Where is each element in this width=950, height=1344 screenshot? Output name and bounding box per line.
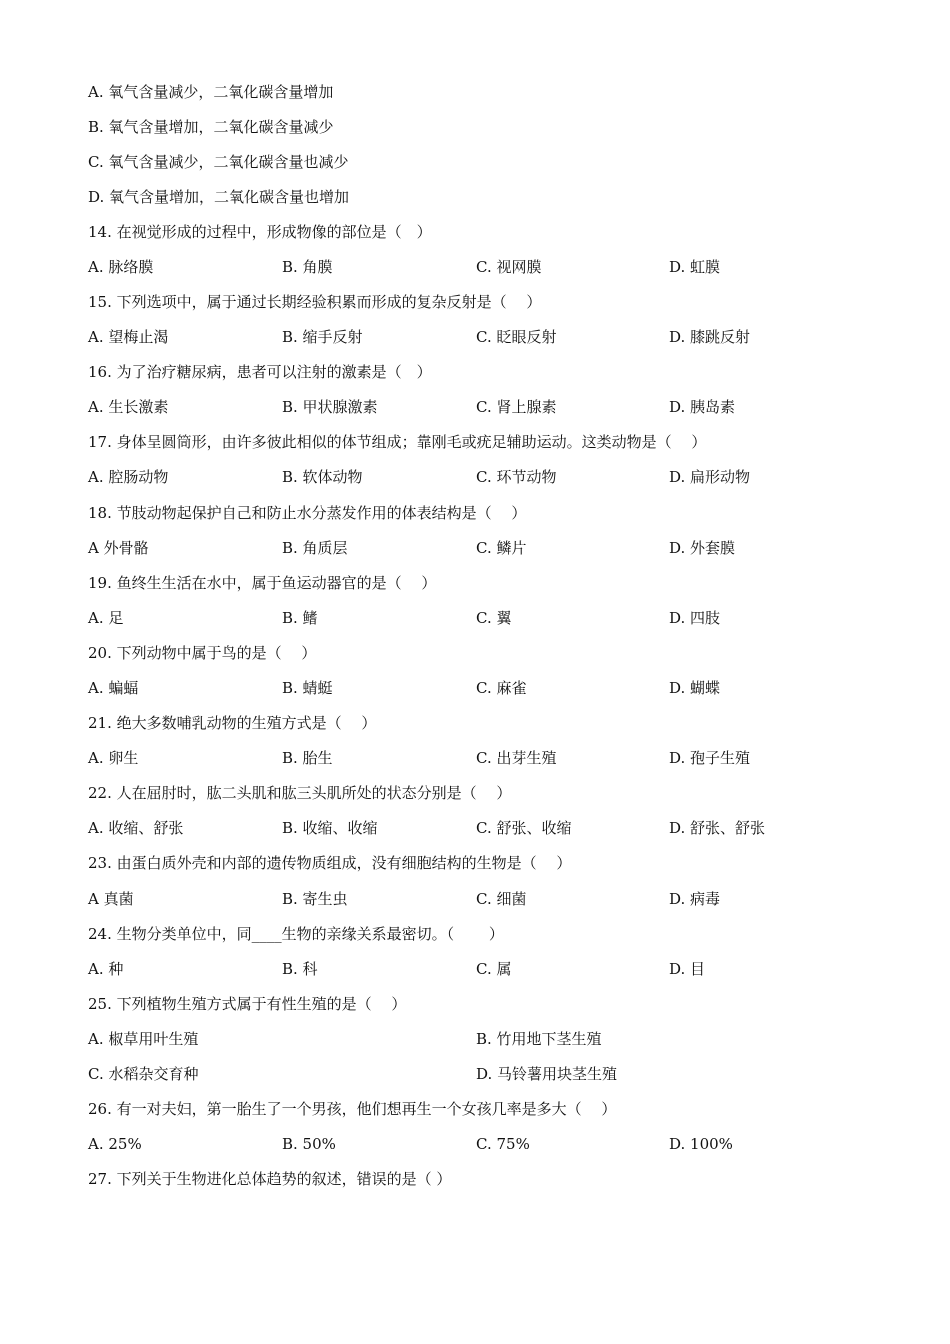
q17-option-b: B. 软体动物 — [282, 468, 363, 486]
question-stem — [0, 992, 950, 1016]
q15-option-b: B. 缩手反射 — [282, 328, 363, 346]
option-row — [0, 325, 950, 349]
q14-option-c: C. 视网膜 — [476, 258, 542, 276]
q16-option-b: B. 甲状腺激素 — [282, 398, 378, 416]
q22-option-a: A. 收缩、舒张 — [88, 819, 184, 837]
option-row — [0, 957, 950, 981]
q16-stem: 16. 为了治疗糖尿病，患者可以注射的激素是（ ） — [88, 363, 432, 381]
q20-option-b: B. 蜻蜓 — [282, 679, 333, 697]
q19-option-b: B. 鳍 — [282, 609, 318, 627]
option-row — [0, 1062, 950, 1086]
q19-stem: 19. 鱼终生生活在水中，属于鱼运动器官的是（ ） — [88, 574, 437, 592]
q22-stem: 22. 人在屈肘时，肱二头肌和肱三头肌所处的状态分别是（ ） — [88, 784, 512, 802]
question-stem — [0, 290, 950, 314]
q23-option-a: A 真菌 — [88, 890, 134, 908]
question-stem — [0, 711, 950, 735]
q19-option-a: A. 足 — [88, 609, 124, 627]
q26-option-b: B. 50% — [282, 1135, 336, 1153]
option-row — [0, 1132, 950, 1156]
q25-stem: 25. 下列植物生殖方式属于有性生殖的是（ ） — [88, 995, 407, 1013]
q14-stem: 14. 在视觉形成的过程中，形成物像的部位是（ ） — [88, 223, 432, 241]
q16-option-a: A. 生长激素 — [88, 398, 169, 416]
q22-option-b: B. 收缩、收缩 — [282, 819, 378, 837]
q24-option-b: B. 科 — [282, 960, 318, 978]
q25-option-d: D. 马铃薯用块茎生殖 — [476, 1065, 618, 1083]
q20-stem: 20. 下列动物中属于鸟的是（ ） — [88, 644, 317, 662]
q23-option-c: C. 细菌 — [476, 890, 527, 908]
q26-option-a: A. 25% — [88, 1135, 142, 1153]
q18-stem: 18. 节肢动物起保护自己和防止水分蒸发作用的体表结构是（ ） — [88, 504, 527, 522]
q13-option-d: D. 氧气含量增加，二氧化碳含量也增加 — [88, 188, 350, 206]
q18-option-b: B. 角质层 — [282, 539, 348, 557]
q23-option-d: D. 病毒 — [669, 890, 721, 908]
q17-option-a: A. 腔肠动物 — [88, 468, 169, 486]
q13-option-b-line — [0, 115, 950, 139]
question-stem — [0, 571, 950, 595]
question-stem — [0, 360, 950, 384]
question-stem — [0, 1167, 950, 1191]
q17-option-d: D. 扁形动物 — [669, 468, 751, 486]
q13-option-c: C. 氧气含量减少，二氧化碳含量也减少 — [88, 153, 349, 171]
q26-stem: 26. 有一对夫妇，第一胎生了一个男孩，他们想再生一个女孩几率是多大（ ） — [88, 1100, 617, 1118]
q22-option-c: C. 舒张、收缩 — [476, 819, 572, 837]
q14-option-b: B. 角膜 — [282, 258, 333, 276]
q22-option-d: D. 舒张、舒张 — [669, 819, 766, 837]
option-row — [0, 255, 950, 279]
question-stem — [0, 781, 950, 805]
option-row — [0, 887, 950, 911]
q18-option-c: C. 鳞片 — [476, 539, 527, 557]
q13-option-b: B. 氧气含量增加，二氧化碳含量减少 — [88, 118, 334, 136]
q15-stem: 15. 下列选项中，属于通过长期经验积累而形成的复杂反射是（ ） — [88, 293, 542, 311]
q20-option-c: C. 麻雀 — [476, 679, 527, 697]
q26-option-c: C. 75% — [476, 1135, 530, 1153]
q26-option-d: D. 100% — [669, 1135, 733, 1153]
q17-option-c: C. 环节动物 — [476, 468, 557, 486]
option-row — [0, 465, 950, 489]
question-stem — [0, 501, 950, 525]
q18-option-a: A 外骨骼 — [88, 539, 149, 557]
q21-option-c: C. 出芽生殖 — [476, 749, 557, 767]
q21-stem: 21. 绝大多数哺乳动物的生殖方式是（ ） — [88, 714, 377, 732]
q25-option-a: A. 椒草用叶生殖 — [88, 1030, 199, 1048]
option-row — [0, 746, 950, 770]
q15-option-a: A. 望梅止渴 — [88, 328, 169, 346]
q21-option-d: D. 孢子生殖 — [669, 749, 751, 767]
question-stem — [0, 851, 950, 875]
q23-stem: 23. 由蛋白质外壳和内部的遗传物质组成，没有细胞结构的生物是（ ） — [88, 854, 572, 872]
q21-option-b: B. 胎生 — [282, 749, 333, 767]
q24-option-d: D. 目 — [669, 960, 706, 978]
q20-option-a: A. 蝙蝠 — [88, 679, 139, 697]
question-stem — [0, 430, 950, 454]
q13-option-d-line — [0, 185, 950, 209]
option-row — [0, 1027, 950, 1051]
q13-option-a: A. 氧气含量减少，二氧化碳含量增加 — [88, 83, 334, 101]
question-stem — [0, 641, 950, 665]
q24-option-c: C. 属 — [476, 960, 512, 978]
option-row — [0, 606, 950, 630]
q20-option-d: D. 蝴蝶 — [669, 679, 721, 697]
q27-stem: 27. 下列关于生物进化总体趋势的叙述，错误的是（ ） — [88, 1170, 452, 1188]
q13-option-a-line — [0, 80, 950, 104]
option-row — [0, 395, 950, 419]
q21-option-a: A. 卵生 — [88, 749, 139, 767]
option-row — [0, 536, 950, 560]
q13-option-c-line — [0, 150, 950, 174]
q15-option-c: C. 眨眼反射 — [476, 328, 557, 346]
q14-option-a: A. 脉络膜 — [88, 258, 154, 276]
q23-option-b: B. 寄生虫 — [282, 890, 348, 908]
q16-option-c: C. 肾上腺素 — [476, 398, 557, 416]
q25-option-c: C. 水稻杂交育种 — [88, 1065, 199, 1083]
q18-option-d: D. 外套膜 — [669, 539, 736, 557]
q24-option-a: A. 种 — [88, 960, 124, 978]
q19-option-c: C. 翼 — [476, 609, 512, 627]
option-row — [0, 816, 950, 840]
q16-option-d: D. 胰岛素 — [669, 398, 736, 416]
q17-stem: 17. 身体呈圆筒形，由许多彼此相似的体节组成；靠刚毛或疣足辅助运动。这类动物是（ ） — [88, 433, 707, 451]
q24-stem: 24. 生物分类单位中，同____生物的亲缘关系最密切。（ ） — [88, 925, 504, 943]
q19-option-d: D. 四肢 — [669, 609, 721, 627]
question-stem — [0, 1097, 950, 1121]
q15-option-d: D. 膝跳反射 — [669, 328, 751, 346]
question-stem — [0, 220, 950, 244]
question-stem — [0, 922, 950, 946]
q25-option-b: B. 竹用地下茎生殖 — [476, 1030, 602, 1048]
option-row — [0, 676, 950, 700]
q14-option-d: D. 虹膜 — [669, 258, 721, 276]
